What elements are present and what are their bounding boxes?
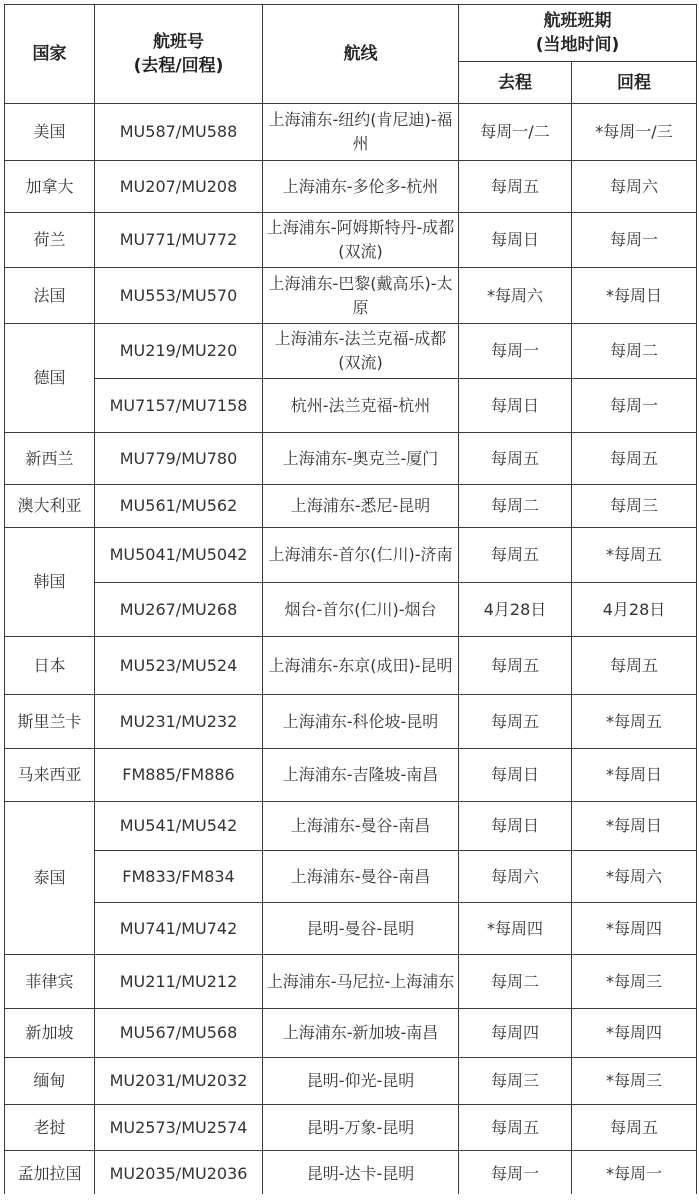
flight-number-cell: MU7157/MU7158 <box>95 379 263 433</box>
return-cell: 每周五 <box>572 433 697 485</box>
country-cell: 荷兰 <box>5 213 95 268</box>
header-flight-number-line1: 航班号 <box>153 32 204 52</box>
flight-number-cell: MU587/MU588 <box>95 104 263 161</box>
country-cell: 新加坡 <box>5 1009 95 1058</box>
header-schedule-line1: 航班班期 <box>543 11 612 31</box>
route-cell: 昆明-曼谷-昆明 <box>263 903 459 955</box>
table-row <box>5 268 697 324</box>
route-cell: 上海浦东-悉尼-昆明 <box>263 485 459 528</box>
outbound-cell: 每周二 <box>459 485 572 528</box>
return-cell: *每周五 <box>572 528 697 583</box>
flight-number-cell: MU207/MU208 <box>95 161 263 213</box>
return-cell: *每周五 <box>572 695 697 749</box>
flight-number-cell: MU231/MU232 <box>95 695 263 749</box>
table-row <box>5 955 697 1009</box>
route-cell: 上海浦东-科伦坡-昆明 <box>263 695 459 749</box>
outbound-cell: 每周日 <box>459 802 572 851</box>
outbound-cell: 每周五 <box>459 1105 572 1151</box>
return-cell: *每周日 <box>572 749 697 802</box>
country-cell: 泰国 <box>5 802 95 955</box>
table-row <box>5 851 697 903</box>
table-row <box>5 379 697 433</box>
table-row <box>5 903 697 955</box>
outbound-cell: 每周一/二 <box>459 104 572 161</box>
route-cell: 上海浦东-马尼拉-上海浦东 <box>263 955 459 1009</box>
route-cell: 上海浦东-纽约(肯尼迪)-福州 <box>263 104 459 161</box>
table-row <box>5 695 697 749</box>
route-cell: 昆明-达卡-昆明 <box>263 1151 459 1198</box>
country-cell: 斯里兰卡 <box>5 695 95 749</box>
route-cell: 昆明-万象-昆明 <box>263 1105 459 1151</box>
table-row <box>5 433 697 485</box>
header-flight-number <box>95 5 263 104</box>
country-cell: 澳大利亚 <box>5 485 95 528</box>
return-cell: 每周三 <box>572 485 697 528</box>
header-return: 回程 <box>572 62 697 104</box>
outbound-cell: 每周一 <box>459 324 572 379</box>
return-cell: *每周日 <box>572 802 697 851</box>
table-row <box>5 583 697 637</box>
flight-number-cell: MU541/MU542 <box>95 802 263 851</box>
flight-number-cell: MU567/MU568 <box>95 1009 263 1058</box>
outbound-cell: 每周二 <box>459 955 572 1009</box>
route-cell: 上海浦东-阿姆斯特丹-成都(双流) <box>263 213 459 268</box>
flight-number-cell: MU211/MU212 <box>95 955 263 1009</box>
flight-number-cell: MU2573/MU2574 <box>95 1105 263 1151</box>
return-cell: 每周六 <box>572 161 697 213</box>
route-cell: 上海浦东-首尔(仁川)-济南 <box>263 528 459 583</box>
flight-number-cell: MU523/MU524 <box>95 637 263 695</box>
table-row <box>5 213 697 268</box>
route-cell: 上海浦东-法兰克福-成都(双流) <box>263 324 459 379</box>
outbound-cell: 每周五 <box>459 161 572 213</box>
return-cell: 4月28日 <box>572 583 697 637</box>
route-cell: 杭州-法兰克福-杭州 <box>263 379 459 433</box>
return-cell: 每周五 <box>572 1105 697 1151</box>
flight-number-cell: FM833/FM834 <box>95 851 263 903</box>
return-cell: *每周日 <box>572 268 697 324</box>
outbound-cell: 每周四 <box>459 1009 572 1058</box>
route-cell: 上海浦东-奥克兰-厦门 <box>263 433 459 485</box>
flight-number-cell: MU2035/MU2036 <box>95 1151 263 1198</box>
country-cell: 美国 <box>5 104 95 161</box>
return-cell: *每周四 <box>572 1009 697 1058</box>
outbound-cell: *每周六 <box>459 268 572 324</box>
outbound-cell: 每周一 <box>459 1151 572 1198</box>
return-cell: *每周一 <box>572 1151 697 1198</box>
flight-number-cell: MU741/MU742 <box>95 903 263 955</box>
outbound-cell: 每周日 <box>459 749 572 802</box>
country-cell: 缅甸 <box>5 1058 95 1105</box>
route-cell: 上海浦东-新加坡-南昌 <box>263 1009 459 1058</box>
country-cell: 法国 <box>5 268 95 324</box>
return-cell: 每周一 <box>572 213 697 268</box>
header-outbound: 去程 <box>459 62 572 104</box>
flight-number-cell: MU771/MU772 <box>95 213 263 268</box>
header-route: 航线 <box>263 5 459 104</box>
country-cell: 老挝 <box>5 1105 95 1151</box>
route-cell: 上海浦东-吉隆坡-南昌 <box>263 749 459 802</box>
country-cell: 德国 <box>5 324 95 433</box>
outbound-cell: 每周日 <box>459 213 572 268</box>
return-cell: *每周六 <box>572 851 697 903</box>
table-row <box>5 802 697 851</box>
outbound-cell: 每周五 <box>459 695 572 749</box>
flight-number-cell: MU267/MU268 <box>95 583 263 637</box>
table-row <box>5 1058 697 1105</box>
outbound-cell: *每周四 <box>459 903 572 955</box>
country-cell: 孟加拉国 <box>5 1151 95 1198</box>
flight-number-cell: FM885/FM886 <box>95 749 263 802</box>
return-cell: 每周一 <box>572 379 697 433</box>
country-cell: 菲律宾 <box>5 955 95 1009</box>
route-cell: 昆明-仰光-昆明 <box>263 1058 459 1105</box>
table-row <box>5 485 697 528</box>
country-cell: 马来西亚 <box>5 749 95 802</box>
country-cell: 日本 <box>5 637 95 695</box>
flight-schedule-table <box>4 4 697 1198</box>
table-row <box>5 528 697 583</box>
route-cell: 上海浦东-巴黎(戴高乐)-太原 <box>263 268 459 324</box>
outbound-cell: 每周五 <box>459 528 572 583</box>
table-row <box>5 637 697 695</box>
outbound-cell: 每周日 <box>459 379 572 433</box>
table-row <box>5 1105 697 1151</box>
outbound-cell: 每周五 <box>459 637 572 695</box>
table-row <box>5 161 697 213</box>
flight-number-cell: MU5041/MU5042 <box>95 528 263 583</box>
table-row <box>5 749 697 802</box>
return-cell: 每周五 <box>572 637 697 695</box>
page-bottom-edge <box>0 1194 699 1200</box>
flight-number-cell: MU2031/MU2032 <box>95 1058 263 1105</box>
return-cell: *每周四 <box>572 903 697 955</box>
header-country: 国家 <box>5 5 95 104</box>
header-flight-number-line2: (去程/回程) <box>133 56 224 76</box>
return-cell: *每周三 <box>572 955 697 1009</box>
flight-number-cell: MU561/MU562 <box>95 485 263 528</box>
country-cell: 加拿大 <box>5 161 95 213</box>
flight-number-cell: MU779/MU780 <box>95 433 263 485</box>
route-cell: 上海浦东-多伦多-杭州 <box>263 161 459 213</box>
outbound-cell: 每周三 <box>459 1058 572 1105</box>
route-cell: 烟台-首尔(仁川)-烟台 <box>263 583 459 637</box>
header-schedule <box>459 5 697 62</box>
flight-number-cell: MU553/MU570 <box>95 268 263 324</box>
country-cell: 韩国 <box>5 528 95 637</box>
flight-number-cell: MU219/MU220 <box>95 324 263 379</box>
table-row <box>5 104 697 161</box>
outbound-cell: 每周五 <box>459 433 572 485</box>
return-cell: *每周一/三 <box>572 104 697 161</box>
outbound-cell: 4月28日 <box>459 583 572 637</box>
country-cell: 新西兰 <box>5 433 95 485</box>
table-row <box>5 324 697 379</box>
table-row <box>5 1151 697 1198</box>
table-row <box>5 1009 697 1058</box>
outbound-cell: 每周六 <box>459 851 572 903</box>
route-cell: 上海浦东-曼谷-南昌 <box>263 851 459 903</box>
route-cell: 上海浦东-曼谷-南昌 <box>263 802 459 851</box>
header-schedule-line2: (当地时间) <box>535 35 620 55</box>
return-cell: *每周三 <box>572 1058 697 1105</box>
return-cell: 每周二 <box>572 324 697 379</box>
header-row <box>5 5 697 62</box>
route-cell: 上海浦东-东京(成田)-昆明 <box>263 637 459 695</box>
